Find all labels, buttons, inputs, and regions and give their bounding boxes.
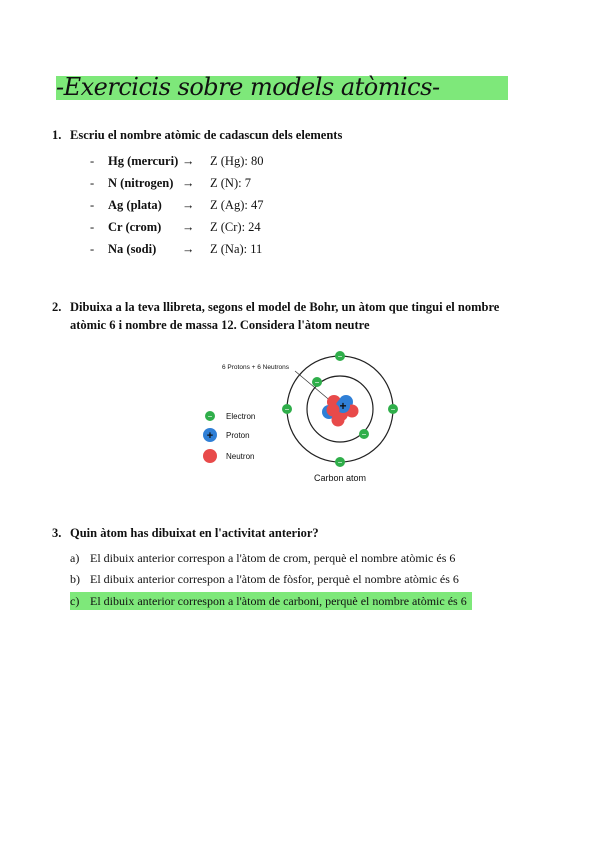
option-text: El dibuix anterior correspon a l'àtom de fòsfor, perquè el nombre atòmic és 6 xyxy=(90,572,459,586)
element-name: Ag (plata) xyxy=(108,198,162,212)
page-title: -Exercicis sobre models atòmics- xyxy=(56,73,440,101)
element-name: Cr (crom) xyxy=(108,220,162,234)
question-1 xyxy=(52,126,552,144)
question-3 xyxy=(52,524,552,542)
element-row-na xyxy=(90,240,390,258)
legend-electron-label: Electron xyxy=(226,412,256,421)
bullet-dash: - xyxy=(90,242,95,256)
question-number: 2. xyxy=(52,300,62,314)
question-text-line-1: Dibuixa a la teva llibreta, segons el model de Bohr, un àtom que tingui el nombre xyxy=(70,300,500,314)
svg-text:−: − xyxy=(361,430,367,439)
legend-neutron-label: Neutron xyxy=(226,452,255,461)
atomic-number: Z (N): 7 xyxy=(210,176,251,190)
svg-text:−: − xyxy=(337,352,343,361)
diagram-caption: Carbon atom xyxy=(313,473,367,483)
bullet-dash: - xyxy=(90,198,95,212)
option-text: El dibuix anterior correspon a l'àtom de crom, perquè el nombre atòmic és 6 xyxy=(90,551,456,565)
option-text: El dibuix anterior correspon a l'àtom de carboni, perquè el nombre atòmic és 6 xyxy=(90,594,467,608)
element-name: Hg (mercuri) xyxy=(108,154,179,168)
arrow-icon: → xyxy=(182,176,195,190)
svg-text:−: − xyxy=(314,378,320,387)
option-letter: b) xyxy=(70,572,80,586)
question-text: Escriu el nombre atòmic de cadascun dels elements xyxy=(70,128,343,142)
atomic-number: Z (Hg): 80 xyxy=(210,154,264,168)
svg-text:−: − xyxy=(337,458,343,467)
bullet-dash: - xyxy=(90,176,95,190)
question-number: 3. xyxy=(52,526,62,540)
arrow-icon: → xyxy=(182,220,195,234)
nucleus xyxy=(322,395,359,427)
element-row-ag xyxy=(90,196,390,214)
arrow-icon: → xyxy=(182,154,195,168)
svg-text:−: − xyxy=(390,405,396,414)
question-number: 1. xyxy=(52,128,62,142)
legend-neutron-icon xyxy=(203,449,217,463)
bullet-dash: - xyxy=(90,220,95,234)
arrow-icon: → xyxy=(182,198,195,212)
svg-text:−: − xyxy=(284,405,290,414)
label-pointer xyxy=(295,371,333,403)
bohr-carbon-diagram xyxy=(190,340,420,490)
question-2 xyxy=(52,298,552,334)
element-name: Na (sodi) xyxy=(108,242,157,256)
element-name: N (nitrogen) xyxy=(108,176,174,190)
atomic-number: Z (Ag): 47 xyxy=(210,198,264,212)
option-letter: a) xyxy=(70,551,80,565)
element-row-hg xyxy=(90,152,390,170)
question-text: Quin àtom has dibuixat en l'activitat anterior? xyxy=(70,526,319,540)
arrow-icon: → xyxy=(182,242,195,256)
question-text-line-2: atòmic 6 i nombre de massa 12. Considera l'àtom neutre xyxy=(70,318,370,332)
svg-text:+: + xyxy=(206,430,214,442)
atomic-number: Z (Na): 11 xyxy=(210,242,263,256)
svg-text:+: + xyxy=(339,399,347,413)
option-letter: c) xyxy=(70,594,80,608)
title-block xyxy=(56,72,508,102)
element-row-n xyxy=(90,174,390,192)
legend xyxy=(203,411,255,463)
option-c-correct xyxy=(70,592,472,610)
legend-proton-label: Proton xyxy=(226,431,250,440)
element-row-cr xyxy=(90,218,390,236)
bullet-dash: - xyxy=(90,154,95,168)
nucleus-label: 6 Protons + 6 Neutrons xyxy=(222,364,290,371)
svg-text:−: − xyxy=(207,412,213,421)
atomic-number: Z (Cr): 24 xyxy=(210,220,261,234)
